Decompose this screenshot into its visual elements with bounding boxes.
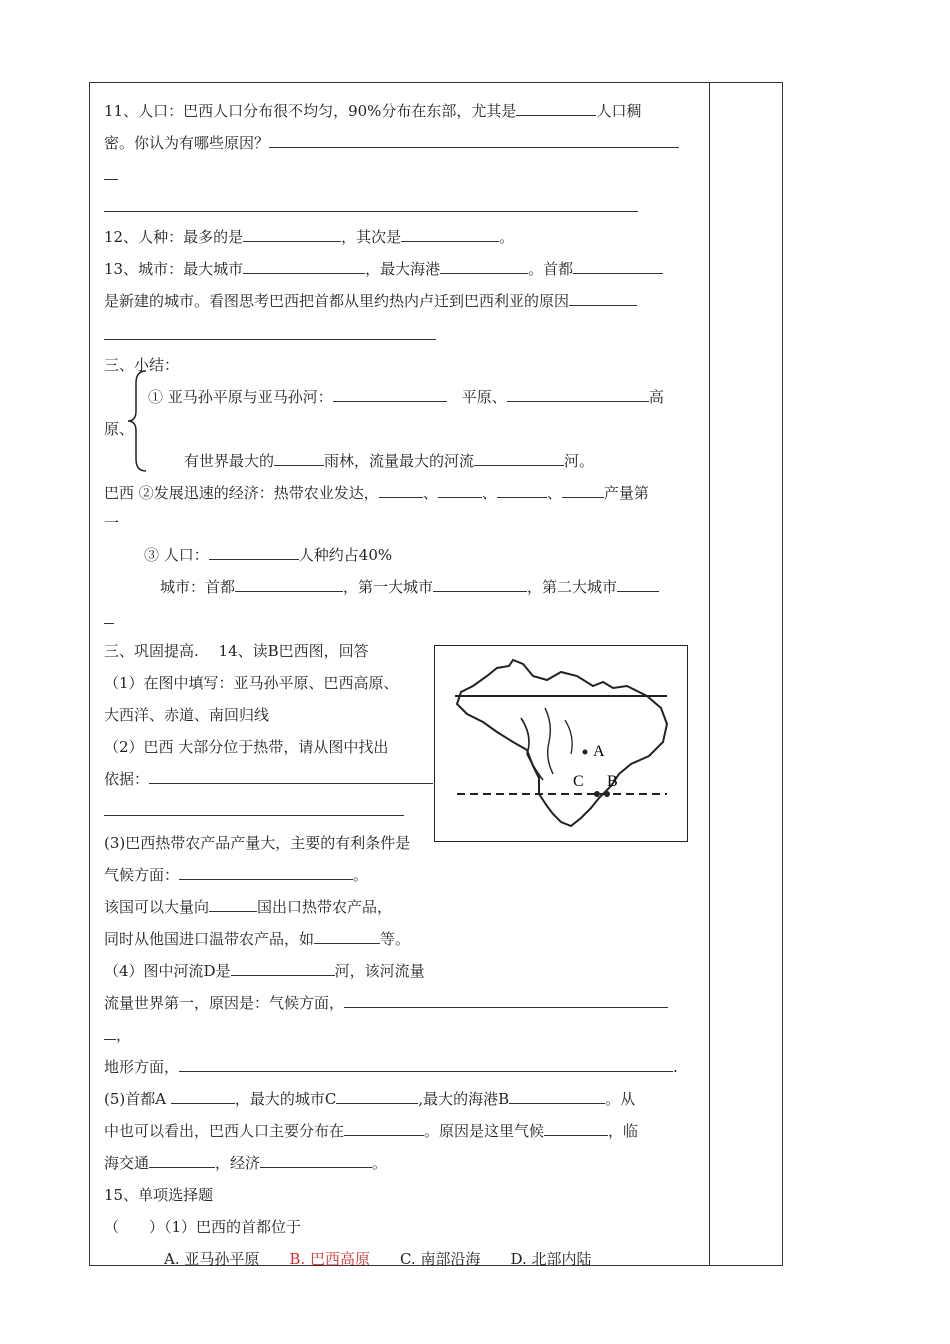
c-p2a: （2）巴西 大部分位于热带，请从图中找出 xyxy=(104,738,389,756)
option-b[interactable]: B. 巴西高原 xyxy=(289,1250,370,1268)
option-c[interactable]: C. 南部沿海 xyxy=(399,1250,481,1268)
answer-blank[interactable] xyxy=(179,1057,673,1072)
answer-blank[interactable] xyxy=(474,451,564,466)
answer-blank[interactable] xyxy=(274,451,324,466)
summary-yuan: 原、 xyxy=(104,420,135,438)
answer-blank[interactable] xyxy=(243,259,365,274)
answer-blank[interactable] xyxy=(544,1121,608,1136)
c-p4d: 地形方面， . xyxy=(104,1058,678,1076)
answer-blank[interactable] xyxy=(573,259,663,274)
q15-options xyxy=(164,1249,592,1269)
c-p2b: 依据： xyxy=(104,769,433,789)
answer-blank[interactable] xyxy=(104,801,404,816)
answer-blank[interactable] xyxy=(243,227,341,242)
c-p5a: (5)首都A ，最大的城市C ,最大的海港B 。从 xyxy=(104,1090,636,1108)
brazil-map-drawing xyxy=(435,646,686,840)
summary-item1-cont: 有世界最大的 雨林，流量最大的河流 河。 xyxy=(184,452,595,470)
answer-blank[interactable] xyxy=(209,545,299,560)
label-a: A xyxy=(593,743,605,760)
q15-stem: （ ）（1）巴西的首都位于 xyxy=(104,1218,302,1236)
answer-blank[interactable] xyxy=(171,1089,235,1104)
answer-blank[interactable] xyxy=(516,101,596,116)
c-p1b: 大西洋、赤道、南回归线 xyxy=(104,706,270,724)
brazil-outline xyxy=(457,660,667,826)
c-p5c: 海交通 ，经济 。 xyxy=(104,1154,388,1172)
consolidate-heading: 三、巩固提高. 14、读B巴西图，回答 xyxy=(104,642,369,660)
label-c: C xyxy=(573,773,584,790)
brazil-map xyxy=(434,645,688,842)
q13-line2: 是新建的城市。看图思考巴西把首都从里约热内卢迁到巴西利亚的原因 xyxy=(104,291,637,311)
answer-blank[interactable] xyxy=(179,865,353,880)
c-p4b: 流量世界第一，原因是：气候方面， xyxy=(104,993,668,1013)
summary-yi: 一 xyxy=(104,514,120,532)
q13-line1: 13、城市：最大城市 ，最大海港 。首都 xyxy=(104,259,663,279)
answer-blank[interactable] xyxy=(104,609,114,624)
label-b: B xyxy=(607,773,618,790)
answer-blank[interactable] xyxy=(438,483,482,498)
summary-cities: 城市：首都 ，第一大城市 ，第二大城市 xyxy=(160,577,659,597)
c-p4a: （4）图中河流D是 河，该河流量 xyxy=(104,962,425,980)
answer-blank[interactable] xyxy=(569,291,637,306)
c-p2c xyxy=(104,801,404,821)
answer-blank[interactable] xyxy=(497,483,547,498)
summary-heading: 三、小结： xyxy=(104,356,180,374)
river-branch xyxy=(545,708,553,774)
answer-paren[interactable]: （ ） xyxy=(104,1218,165,1236)
c-p3c: 该国可以大量向 国出口热带农产品， xyxy=(104,898,393,916)
answer-blank[interactable] xyxy=(333,387,447,402)
answer-blank[interactable] xyxy=(104,165,118,180)
answer-blank[interactable] xyxy=(231,961,335,976)
answer-blank[interactable] xyxy=(344,993,668,1008)
c-p3d: 同时从他国进口温带农产品，如 等。 xyxy=(104,930,411,948)
column-divider xyxy=(709,83,710,1265)
q13-line3 xyxy=(104,325,436,345)
answer-blank[interactable] xyxy=(209,897,257,912)
city-c-dot xyxy=(594,791,600,797)
river-branch-2 xyxy=(565,720,572,754)
port-b-dot xyxy=(604,791,610,797)
capital-a-dot xyxy=(583,750,588,755)
c-p3a: (3)巴西热带农产品产量大，主要的有利条件是 xyxy=(104,834,411,852)
answer-blank[interactable] xyxy=(314,929,380,944)
answer-blank[interactable] xyxy=(507,387,649,402)
answer-blank[interactable] xyxy=(260,1153,372,1168)
answer-blank[interactable] xyxy=(344,1121,424,1136)
c-p5b: 中也可以看出，巴西人口主要分布在 。原因是这里气候 ，临 xyxy=(104,1122,639,1140)
answer-blank[interactable] xyxy=(235,577,343,592)
q11-line3 xyxy=(104,165,118,185)
answer-blank[interactable] xyxy=(401,227,499,242)
summary-cities-cont xyxy=(104,609,114,629)
answer-blank[interactable] xyxy=(149,769,433,784)
q12-line: 12、人种：最多的是 ，其次是 。 xyxy=(104,228,515,246)
option-a[interactable]: A. 亚马孙平原 xyxy=(164,1250,260,1268)
answer-blank[interactable] xyxy=(269,133,679,148)
answer-blank[interactable] xyxy=(104,197,638,212)
answer-blank[interactable] xyxy=(562,483,604,498)
answer-blank[interactable] xyxy=(336,1089,418,1104)
option-d[interactable]: D. 北部内陆 xyxy=(510,1250,592,1268)
answer-blank[interactable] xyxy=(440,259,528,274)
q15-heading: 15、单项选择题 xyxy=(104,1186,214,1204)
answer-blank[interactable] xyxy=(149,1153,215,1168)
c-p4c: ， xyxy=(104,1025,131,1045)
q11-line2: 密。你认为有哪些原因？ xyxy=(104,133,679,153)
c-p1a: （1）在图中填写：亚马孙平原、巴西高原、 xyxy=(104,674,399,692)
answer-blank[interactable] xyxy=(509,1089,605,1104)
summary-item1: ① 亚马孙平原与亚马孙河： 平原、 高 xyxy=(148,388,664,406)
answer-blank[interactable] xyxy=(617,577,659,592)
c-p3b: 气候方面： 。 xyxy=(104,866,369,884)
answer-blank[interactable] xyxy=(433,577,527,592)
q11-line1: 11、人口：巴西人口分布很不均匀，90%分布在东部，尤其是 人口稠 xyxy=(104,102,642,120)
answer-blank[interactable] xyxy=(379,483,423,498)
answer-blank[interactable] xyxy=(104,1025,116,1040)
summary-item2: 巴西 ②发展迅速的经济：热带农业发达， 、 、 、 产量第 xyxy=(104,484,649,502)
summary-item3: ③ 人口： 人种约占40% xyxy=(144,546,393,564)
answer-blank[interactable] xyxy=(104,325,436,340)
q11-line4 xyxy=(104,197,638,217)
